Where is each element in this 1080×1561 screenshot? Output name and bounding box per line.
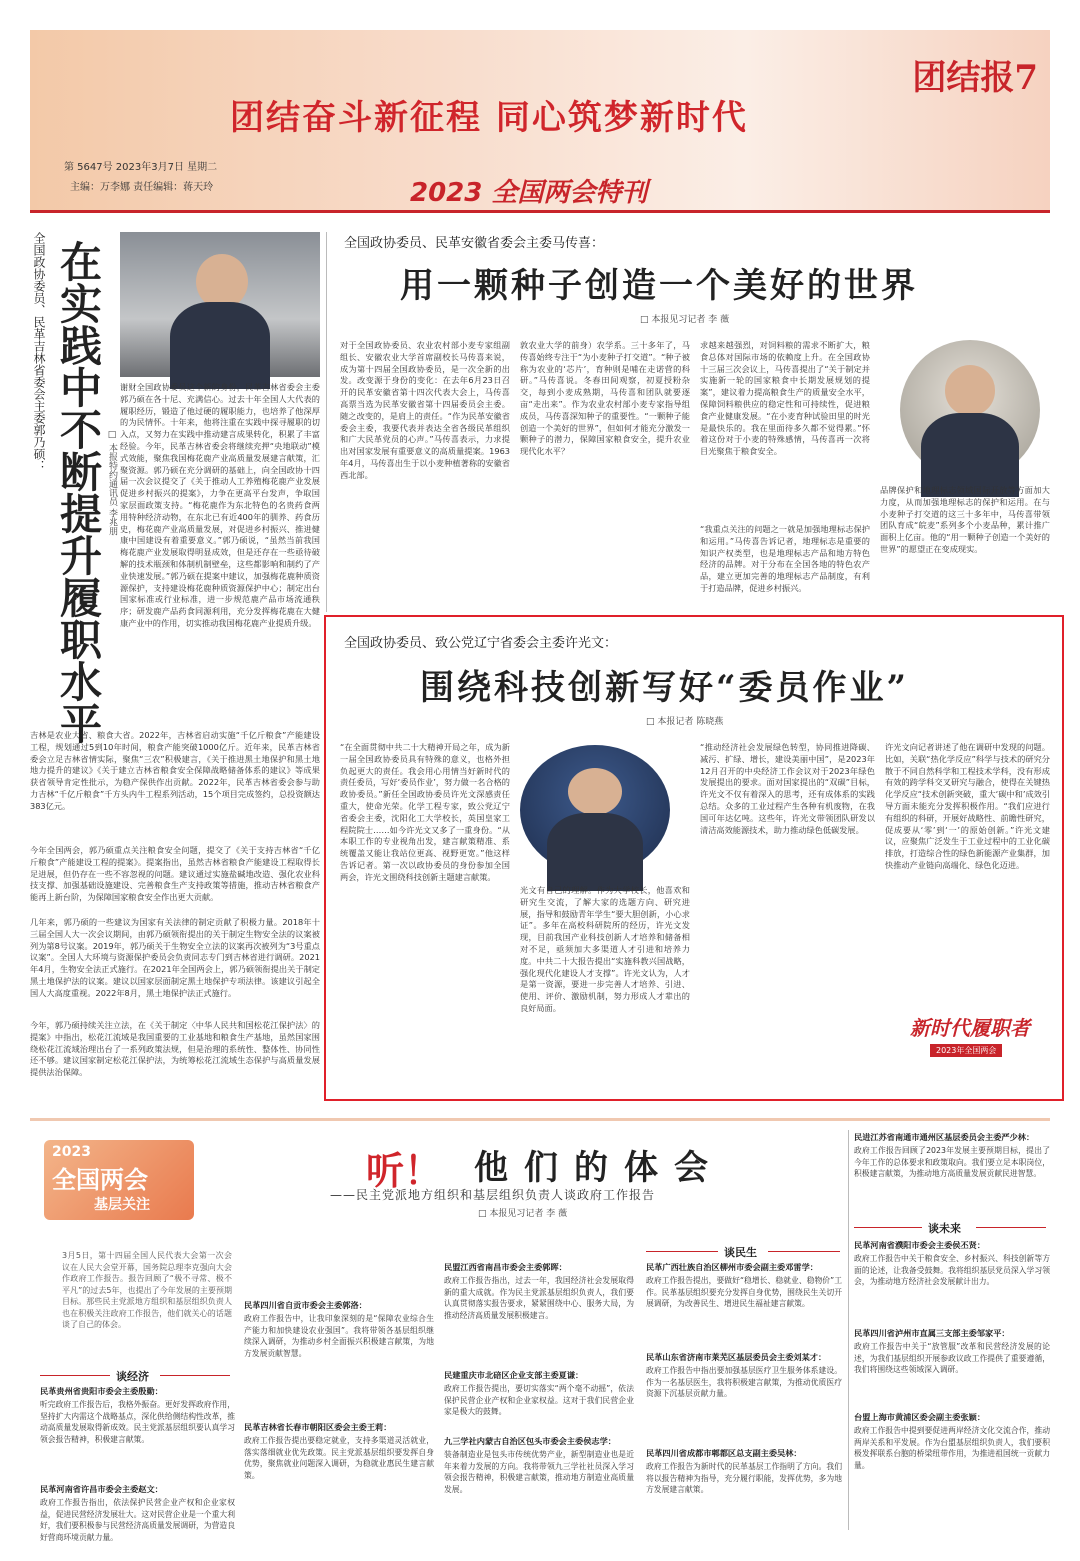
mid-article-col4: 许光文向记者讲述了他在调研中发现的问题。比如，关联“热化学反应”科学与技术的研究分散于不同自然科学和工程技术学科，没有形成有效的跨学科交叉研究与融合，使得在关键热化学反应“技术创新突破，重大‘碳中和’成效引导方面未能充分发挥积极作用。“我们应进行有组织的科研，开展好战略性、前瞻性研究，促成要从‘零’到‘一’的原始创新。”许光文建议，应聚焦广泛发生于工业过程中的工业化碳排放，打造综合性的绿色新能源产业集群，加快推动产业链向高端化、绿色化迈进。 <box>885 742 1051 870</box>
left-article-byline: □ 本报特约通讯员 李兆朋 <box>107 430 117 536</box>
section-livelihood-rule-right <box>768 1251 840 1252</box>
section-livelihood-rule <box>646 1251 718 1252</box>
left-article-p1: 谢财全国政协委员这个新的身份，民革吉林省委会主委郭乃硕在各十尼、充满信心。过去十年全国人大代表的履职经历，锻造了他过硬的履职能力，也培养了他深厚的为民情怀。十年来，他将注重在实践中探寻履职的切入点，又努力在实践中推动建言成果转化，积累了丰富经验。今年，民革吉林省委会将继续充押“央地联动”模式效能，聚焦我国梅花鹿产业高质量发展建言献策，汇聚资源。郭乃硕在充分调研的基础上，向全国政协十四届一次会议提交了《关于推动人工养殖梅花鹿产业发展 促进乡村振兴的提案》，力争在更高平台发声，争取国家层面政策支持。“梅花鹿作为东北特色的名贵药食两用特种经济动物，在东北已有近400年的驯养、药食历史，梅花鹿产业高质量发展，对促进乡村振兴、推进健康中国建设有着重要意义。”郭乃硕说，“虽然当前我国梅花鹿产业发展取得明显成效，但是还存在一些亟待破解的技术瓶颈和体制机制壁垒，这些都影响和制约了产业快速发展。”郭乃硕在提案中建议，加强梅花鹿种质资源保护，支持建设梅花鹿种质资源保护中心；制定出台国家标准或行业标准，进一步规范鹿产品市场流通秩序；研发鹿产品药食同源利用，充分发挥梅花鹿在大健康产业中的作用，切实推动我国梅花鹿产业提质升级。 <box>120 382 320 628</box>
top-article-col2: 敦农业大学的前身）农学系。三十多年了，马传喜始终专注于“为小麦种子打交道”。“种子被称为农业的‘芯片’，育种则是哺在走诺营的科研。”马传喜说。冬春田间观察，初夏授粉杂交，每到小麦成熟期，马传喜和团队就要逐亩“走出来”。作为农业农村部小麦专家指导组成员，马传喜深知种子的重要性。“一颗种子能创造一个美好的世界”，但如何才能充分激发一颗种子的潜力，保障国家粮食安全，提升农业现代化水平？ <box>520 340 690 457</box>
section-future-rule <box>854 1227 922 1228</box>
left-article-subtitle: 全国政协委员、民革吉林省委会主委郭乃硕： <box>32 232 46 472</box>
entry-head-5: 民盟江西省南昌市委会主委郭晖： <box>444 1262 567 1272</box>
entry-text-11: 政府工作报告回顾了2023年发展主要预期目标，提出了今年工作的总体要求和政策取向。我们要立足本职岗位，积极建言献策，为推动地方高质量发展贡献民进智慧。 <box>854 1146 1050 1178</box>
entry-head-12: 民革河南省濮阳市委会主委侯丕贤： <box>854 1240 986 1250</box>
bottom-byline: □ 本报见习记者 李 薇 <box>478 1209 568 1219</box>
top-article-col5: 品牌保护和地理标志领域国际开放等方面加大力度，从而加强地理标志的保护和运用。在与小麦种子打交道的这三十多年中，马传喜带领团队育成“皖麦”系列多个小麦品种，累计推广面积上亿亩。他的“用一颗种子创造一个美好的世界”的愿望正在变成现实。 <box>880 485 1050 554</box>
portrait-xu-guangwen <box>520 745 670 875</box>
stamp-subtitle: 2023年全国两会 <box>930 1044 1002 1057</box>
mid-article-byline: □ 本报记者 陈晓燕 <box>646 717 724 727</box>
newspaper-logo: 团结报7 <box>912 58 1038 98</box>
issue-info: 第 5647号 2023年3月7日 星期二 <box>64 162 218 173</box>
column-divider <box>326 232 327 612</box>
section-economy-label: 谈经济 <box>116 1370 149 1383</box>
section-future-rule-right <box>976 1227 1046 1228</box>
entry-text-1: 听完政府工作报告后，我格外振奋。更好发挥政府作用，坚持扩大内需这个战略基点，深化供给侧结构性改革，推动高质量发展取得新成效。民主党派基层组织要认真学习领会报告精神，积极建言献策。 <box>40 1400 235 1444</box>
entry-text-8: 政府工作报告提出，要做好“稳增长、稳就业、稳物价”工作。民革基层组织要充分发挥自身优势，围绕民生关切开展调研，为改善民生、增进民生福祉建言献策。 <box>646 1276 842 1308</box>
entry-head-10: 民革四川省成都市郫都区总支副主委吴林： <box>646 1448 802 1458</box>
masthead <box>30 30 1050 213</box>
section-livelihood-label: 谈民生 <box>724 1246 757 1259</box>
entry-text-4: 政府工作报告提出要稳定就业，支持多渠道灵活就业，落实落细就业优先政策。民主党派基层组织要发挥自身优势，聚焦就业问题深入调研，为稳就业惠民生建言献策。 <box>244 1436 434 1480</box>
left-article-p3: 今年全国两会，郭乃硕重点关注粮食安全问题，提交了《关于支持吉林省“千亿斤粮食”产能建设工程的提案》。提案指出，虽然吉林省粮食产能建设工程取得长足进展，但仍存在一些不容忽视的问题。建议通过实施盐碱地改造、强化农业科技支撑、加强基础设施建设、完善粮食生产支持政策等措施，推动吉林省粮食产能再上新台阶，为保障国家粮食安全作出更大贡献。 <box>30 845 320 903</box>
entry-head-11: 民进江苏省南通市通州区基层委员会主委严少林： <box>854 1132 1035 1142</box>
section-economy-rule-right <box>160 1375 230 1376</box>
entry-text-7: 装备制造业是包头市传统优势产业，新型制造业也是近年来着力发展的方向。我将带领九三学社社员深入学习领会报告精神，积极建言献策，推动地方制造业高质量发展。 <box>444 1450 634 1494</box>
top-article-headline: 用一颗种子创造一个美好的世界 <box>400 266 918 306</box>
entry-text-10: 政府工作报告为新时代的民革基层工作指明了方向。我们将以报告精神为指导，充分履行职能，发挥优势，多为地方发展建言献策。 <box>646 1462 842 1494</box>
mid-article-col2: 光文有自己的理解。作为大学校长，他喜欢和研究生交流，了解大家的选题方向、研究进展，指导和鼓励青年学生“要大胆创新，小心求证”。多年在高校科研院所的经历，许光文发现，目前我国产业科技创新人才培养和储备相对不足，亟须加大多渠道人才引进和培养力度。中共二十大报告提出“实施科教兴国战略，强化现代化建设人才支撑”。许光文认为，人才是第一资源，要进一步完善人才培养、引进、使用、评价、激励机制，努力形成人才辈出的良好局面。 <box>520 885 690 1013</box>
logo-title: 全国两会 <box>52 1166 148 1194</box>
mid-article-headline: 围绕科技创新写好“委员作业” <box>420 668 910 708</box>
logo-subtitle: 基层关注 <box>94 1197 150 1213</box>
entry-text-14: 政府工作报告中提到要促进两岸经济文化交流合作，推动两岸关系和平发展。作为台盟基层组织负责人，我们要积极发挥联系台胞的桥梁纽带作用，为推进祖国统一贡献力量。 <box>854 1426 1050 1470</box>
section-future-label: 谈未来 <box>928 1222 961 1235</box>
entry-head-2: 民革河南省许昌市委会主委赵文： <box>40 1484 163 1494</box>
bottom-subheadline: ——民主党派地方组织和基层组织负责人谈政府工作报告 <box>330 1188 656 1202</box>
left-article-title: 在实践中不断提升履职水平 <box>54 240 103 744</box>
bottom-section-rule <box>30 1118 1050 1121</box>
entry-head-3: 民革四川省自贡市委会主委郭洛： <box>244 1300 367 1310</box>
entry-head-7: 九三学社内蒙古自治区包头市委会主委侯志学： <box>444 1436 616 1446</box>
section-economy-rule <box>40 1375 110 1376</box>
left-article-p5: 今年，郭乃硕持续关注立法，在《关于制定〈中华人民共和国松花江保护法〉的提案》中指出，松花江流域是我国重要的工业基地和粮食生产基地，虽然国家围绕松花江流域治理出台了一系列政策法规，但是治理的系统性、整体性、协同性还不够。建议国家制定松花江保护法，为统筹松花江流域生态保护与高质量发展提供法治保障。 <box>30 1020 320 1078</box>
masthead-slogan: 团结奋斗新征程 同心筑梦新时代 <box>230 98 748 138</box>
bottom-column-divider <box>848 1130 849 1530</box>
entry-text-5: 政府工作报告指出，过去一年，我国经济社会发展取得新的重大成就。作为民主党派基层组织负责人，我们要认真贯彻落实报告要求，紧紧围绕中心、服务大局，为推动经济高质量发展积极建言。 <box>444 1276 634 1320</box>
left-article-p2: 吉林是农业大省、粮食大省。2022年，吉林省启动实施“千亿斤粮食”产能建设工程，规划通过5到10年时间，粮食产能突破1000亿斤。近年来，民革吉林省委会立足吉林省情实际，聚焦“三农”积极建言，《关于推进黑土地保护和黑土地地力提升的建议》《关于建立吉林省粮食安全保障战略储备体系的建议》等成果获省领导肯定性批示，为稳产保供作出贡献。2022年，民革吉林省委会参与助力吉林“千亿斤粮食”千方头内牛工程系列活动，15个项目完成签约，总投资额达383亿元。 <box>30 730 320 811</box>
editors-line: 主编：万李娜 责任编辑：蒋天玲 <box>70 182 214 193</box>
entry-head-8: 民革广西壮族自治区柳州市委会副主委邓雷学： <box>646 1262 818 1272</box>
two-sessions-grassroots-logo <box>44 1140 194 1220</box>
top-article-col1: 对于全国政协委员、农业农村部小麦专家组副组长、安徽农业大学首席副校长马传喜来说，成为第十四届全国政协委员，是一次全新的出发。改变源于身份的变化：在去年6月23日召开的民革安徽省第十四次代表大会上，马传喜高票当选为民革安徽省第十四届委员会主委。随之改变的，是肩上的责任。“作为民革安徽省委会主委，我要代表并表达全省各级民革组织和广大民革党员的心声。”马传喜表示，力求提出对国家发展有重要意义的高质量提案。1963年4月，马传喜出生于以小麦种植著称的安徽省西北部。 <box>340 340 510 480</box>
bottom-headline: 他们的体会 <box>474 1148 724 1188</box>
entry-head-6: 民建重庆市北碚区企业支部主委夏谦： <box>444 1370 584 1380</box>
top-article-byline: □ 本报见习记者 李 薇 <box>640 315 730 325</box>
top-article-col4: “我重点关注的问题之一就是加强地理标志保护和运用。”马传喜告诉记者，地理标志是重要的知识产权类型，也是地理标志产品和地方特色经济的品牌。对于分布在全国各地的特色农产品，建立更加完善的地理标志产品制度，有利于打造品牌，促进乡村振兴。 <box>700 524 870 593</box>
entry-text-3: 政府工作报告中，让我印象深刻的是“保障农业综合生产能力和加快建设农业强国”。我将带领各基层组织继续深入调研，为推动乡村全面振兴积极建言献策，为地方发展贡献智慧。 <box>244 1314 434 1358</box>
entry-head-1: 民革贵州省贵阳市委会主委殷勤： <box>40 1386 163 1396</box>
bottom-headline-listen: 听！ <box>366 1149 443 1193</box>
entry-text-9: 政府工作报告中指出要加强基层医疗卫生服务体系建设。作为一名基层医生，我将积极建言献策，为推动优质医疗资源下沉基层贡献力量。 <box>646 1366 842 1398</box>
portrait-guo-naishuo <box>120 232 320 377</box>
top-article-kicker: 全国政协委员、民革安徽省委会主委马传喜： <box>344 236 605 251</box>
entry-text-6: 政府工作报告提出，要切实落实“两个毫不动摇”，依法保护民营企业产权和企业家权益。这对于我们民营企业家是极大的鼓舞。 <box>444 1384 634 1416</box>
new-era-performer-stamp: 新时代履职者 <box>910 1016 1030 1040</box>
left-article-p4: 几年来，郭乃硕的一些建议为国家有关法律的制定贡献了积极力量。2018年十三届全国人大一次会议期间，由郭乃硕领衔提出的关于制定生物安全法的议案被列为第8号议案。2019年，郭乃硕关于生物安全立法的议案再次被列为“3号重点议案”。全国人大环境与资源保护委员会负责同志专门到吉林省进行调研。2021年4月，生物安全法正式施行。在2021年全国两会上，郭乃硕领衔提出关于制定黑土地保护法的议案。建议以国家层面制定黑土地保护专项法律。该建议引起全国人大高度重视。2022年8月，黑土地保护法正式施行。 <box>30 917 320 998</box>
bottom-intro: 3月5日，第十四届全国人民代表大会第一次会议在人民大会堂开幕，国务院总理李克强向大会作政府工作报告。报告回顾了“极不寻常、极不平凡”的过去5年，也提出了今年发展的主要预期目标。那些民主党派地方组织和基层组织负责人也在积极关注政府工作报告，他们就关心的话题谈了自己的体会。 <box>62 1251 232 1329</box>
mid-article-col3: “推动经济社会发展绿色转型，协同推进降碳、减污、扩绿、增长，建设美丽中国”，是2023年12月召开的中央经济工作会议对于2023年绿色发展提出的要求。面对国家提出的“双碳”目标，许光文不仅有着深入的思考，还有成体系的实践总结。众多的工业过程产生各种有机废物，在我国可年达亿吨。这些年，许光文带领团队研发以清洁高效能源技术，助力推动绿色低碳发展。 <box>700 742 875 835</box>
mid-article-col1: “在全面贯彻中共二十大精神开局之年，成为新一届全国政协委员具有特殊的意义，也格外担负起更大的责任。我会用心用情当好新时代的责任委员，写好‘委员作业’，努力做一名合格的政协委员。”新任全国政协委员许光文深感责任重大，使命光荣。化学工程专家，致公党辽宁省委会主委，沈阳化工大学校长，英国皇家工程院院士……如今许光文又多了一重身份。“从本职工作的专业视角出发，建言献策精准、系统覆盖又能让我站位更高、视野更宽。”他这样告诉记者。第一次以政协委员的身份参加全国两会，许光文围绕科技创新主题建言献策。 <box>340 742 510 882</box>
portrait-ma-chuanxi <box>900 340 1040 480</box>
logo-year: 2023 <box>52 1144 91 1160</box>
entry-head-14: 台盟上海市黄浦区委会副主委张颖： <box>854 1412 986 1422</box>
mid-article-kicker: 全国政协委员、致公党辽宁省委会主委许光文： <box>344 636 618 651</box>
entry-text-12: 政府工作报告中关于粮食安全、乡村振兴、科技创新等方面的论述，让我备受鼓舞。我将组织基层党员深入学习领会，为推动地方经济社会发展献计出力。 <box>854 1254 1050 1286</box>
entry-head-4: 民革吉林省长春市朝阳区委会主委王莉： <box>244 1422 392 1432</box>
entry-text-13: 政府工作报告中关于“放管服”改革和民营经济发展的论述，为我们基层组织开展参政议政工作提供了重要遵循，我们将围绕这些领域深入调研。 <box>854 1342 1050 1374</box>
top-article-col3: 求越来越强烈，对饲料粮的需求不断扩大，粮食总体对国际市场的依赖度上升。在全国政协十三届三次会议上，马传喜提出了“关于制定并实施新一轮的国家粮食中长期发展规划的提案”，建议着力提高粮食生产的质量安全水平，保障饲料粮供应的稳定性和可持续性，促进粮食产业健康发展。“在小麦育种试验田里的时光是最快乐的。我在里面待多久都不觉得累。”怀着这份对于小麦的特殊感情，马传喜再一次将目光聚焦于粮食安全。 <box>700 340 870 457</box>
entry-text-2: 政府工作报告指出，依法保护民营企业产权和企业家权益，促进民营经济发展壮大。这对民营企业是一个重大利好，我们要积极参与民营经济高质量发展调研，为营造良好营商环境贡献力量。 <box>40 1498 235 1542</box>
special-edition-title: 2023 全国两会特刊 <box>410 178 648 208</box>
entry-head-13: 民革四川省泸州市直属三支部主委邹家平： <box>854 1328 1010 1338</box>
entry-head-9: 民革山东省济南市莱芜区基层委员会主委刘某才： <box>646 1352 827 1362</box>
